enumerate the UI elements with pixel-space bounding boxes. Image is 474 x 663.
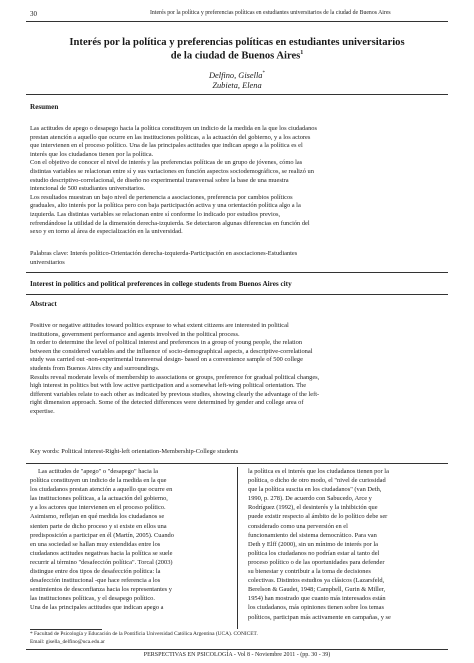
abstract-line: high interest in politics but with low active participation and a somewhat left-wing political orientation. The: [30, 382, 307, 390]
body-line: colectivas. Distintos estudios ya clásicos (Lazarsfeld,: [248, 577, 385, 585]
resumen-line: sexo y en torno al área de especialización en la universidad.: [30, 228, 183, 236]
body-right-column: [248, 467, 444, 622]
body-line: y a los actores que intervienen en el proceso político.: [30, 504, 166, 512]
title-line-2: de la ciudad de Buenos Aires: [170, 50, 301, 62]
body-line: Deth y Elff (2000), sin un mínimo de interés por la: [248, 540, 378, 548]
resumen-line: graduales, alto interés por la política pero con baja participación activa y una orientación política algo a la: [30, 202, 301, 210]
body-line: políticos, participan más activamente en campañas, y se: [248, 613, 391, 621]
resumen-line: Las actitudes de apego o desapego hacia la política constituyen un indicio de la medida en la que los ciudadanos: [30, 125, 317, 132]
resumen-line: estudio descriptivo-correlacional, de diseño no experimental transversal sobre la base de una muestra: [30, 176, 289, 184]
body-line: las instituciones políticas, y el desapego político.: [30, 595, 155, 603]
body-line: Rodríguez (1992), el desinterés y la inhibición que: [248, 504, 378, 512]
body-line: ciudadanos actitudes negativas hacia la política se suele: [30, 549, 173, 557]
running-title: Interés por la política y preferencias políticas en estudiantes universitarios de la ciudad de Buenos Aires: [150, 10, 391, 16]
key-words-label: Key words:: [30, 448, 60, 455]
abstract-line: students from Buenos Aires city and surroundings.: [30, 364, 160, 372]
abstract-line: expertise.: [30, 407, 55, 415]
footnote-email: Email: gisella_delfino@uca.edu.ar: [30, 639, 105, 645]
body-line: los ciudadanos prestan atención a aquello que ocurre en: [30, 486, 173, 494]
body-line: en una sociedad se hallan muy extendidas entre los: [30, 540, 161, 548]
body-line: considerado como una perversión en el: [248, 522, 348, 530]
key-words-text: Political interest-Right-left orientation-Membership-College students: [61, 448, 239, 455]
abstract-line: different variables relate to each other as indicated by previous studies, showing clearly the advantage of the left-: [30, 390, 320, 398]
body-line: sienten parte de dicho proceso y si existe en ellos una: [30, 522, 167, 530]
authors: [40, 69, 434, 91]
body-line: puede existir respecto al ámbito de lo político debe ser: [248, 513, 388, 521]
footnote-rule: [30, 629, 102, 630]
author-2: Zubieta, Elena: [212, 80, 262, 90]
resumen-line: Los resultados muestran un bajo nivel de pertenencia a asociaciones, preferencia por cambios políticos: [30, 193, 293, 201]
body-line: distingue entre dos tipos de desafección política: la: [30, 568, 161, 576]
abstract-line: Results reveal moderate levels of membership to associations or groups, preference for gradual political changes,: [30, 373, 320, 381]
abstract-heading: Abstract: [30, 300, 57, 308]
body-line: 1990, p. 278). De acuerdo con Sabucedo, Arce y: [248, 495, 372, 503]
page-number: 30: [30, 10, 37, 18]
abstract-line: between the considered variables and the influence of socio-demographical aspects, a descriptive-correlational: [30, 347, 313, 355]
abstract-line: right dimension approach. Some of the detected differences were determined by gender and college area of: [30, 399, 304, 407]
body-line: proceso político o de las oportunidades para defender: [248, 558, 385, 566]
body-line: las instituciones políticas, a la actuación del gobierno,: [30, 495, 168, 503]
section-rule: [26, 272, 448, 273]
abstract-line: study was carried out -non-experimental transversal design- based on a convenience sample of 500 college: [30, 356, 303, 364]
resumen-line: Con el objetivo de conocer el nivel de interés y las preferencias políticas de un grupo de jóvenes, cómo las: [30, 159, 303, 167]
author-1-marker: *: [262, 71, 265, 76]
title-footnote-marker: 1: [300, 50, 304, 56]
abstract-line: In order to determine the level of political interest and preferences in a group of young people, the relation: [30, 339, 303, 347]
body-line: su bienestar y contribuir a la toma de decisiones: [248, 568, 371, 576]
resumen-line: que intervienen en el proceso político. Una de las principales actitudes que indican apego a la política es el: [30, 142, 303, 150]
body-line: política, o dicho de otro modo, el "nivel de curiosidad: [248, 477, 386, 485]
palabras-clave: [30, 250, 445, 267]
resumen-line: refrendándose la utilidad de la dimensión derecha-izquierda. Se detectaron algunas diferencias en función del: [30, 219, 310, 227]
section-rule: [26, 94, 448, 95]
title-line-1: Interés por la política y preferencias políticas en estudiantes universitarios: [69, 37, 405, 48]
header-rule: [26, 21, 448, 22]
section-rule: [26, 294, 448, 295]
resumen-line: izquierda. Las distintas variables se relacionan entre sí conforme lo indicado por estudios previos,: [30, 210, 281, 218]
body-line: que la política suscita en los ciudadanos" (van Deth,: [248, 486, 382, 494]
resumen-heading: Resumen: [30, 103, 59, 111]
resumen-line: prestan atención a aquello que ocurre en las instituciones políticas, a la actuación del gobierno, y a los actores: [30, 133, 311, 141]
footer-rule: [26, 649, 448, 650]
resumen-line: intencional de 500 estudiantes universitarios.: [30, 185, 146, 193]
body-line: desafección institucional -que hace referencia a los: [30, 577, 161, 585]
body-line: 1954) han mostrado que cuanto más interesados están: [248, 595, 386, 603]
palabras-clave-label: Palabras clave:: [30, 250, 69, 257]
english-title: Interest in politics and political preferences in college students from Buenos Aires city: [30, 280, 292, 288]
key-words: [30, 448, 445, 457]
author-1: Delfino, Gisella: [208, 70, 263, 80]
palabras-clave-text: Interés político-Orientación derecha-izquierda-Participación en asociaciones-Estudiantes: [70, 250, 298, 257]
resumen-line: distintas variables se relacionan entre sí y sus variaciones en función aspectos sociodemográficos, se realizó un: [30, 167, 314, 175]
column-divider: [237, 467, 238, 629]
body-left-column: [30, 467, 230, 613]
article-title: [40, 37, 434, 62]
body-line: Una de las principales actitudes que indican apego a: [30, 604, 164, 612]
footnote-affiliation: * Facultad de Psicología y Educación de la Pontificia Universidad Católica Argentina (UCA). CONICET.: [30, 631, 258, 637]
abstract-line: institutions, government performance and agents involved in the political process.: [30, 330, 240, 338]
section-rule: [26, 463, 448, 464]
body-line: recurrir al término "desafección política". Torcal (2003): [30, 558, 173, 566]
body-line: los ciudadanos, más opiniones tienen sobre los temas: [248, 604, 384, 612]
journal-footer: PERSPECTIVAS EN PSICOLOGÍA - Vol 8 - Noviembre 2011 - (pp. 30 - 39): [143, 652, 331, 658]
palabras-clave-text-cont: universitarios: [30, 258, 65, 266]
abstract-body: [30, 322, 445, 417]
body-line: predisposición a participar en él (Martín, 2005). Cuando: [30, 531, 174, 539]
body-line: sentimientos de desconfianza hacia los representantes y: [30, 586, 172, 594]
body-line: Las actitudes de "apego" o "desapego" hacia la: [38, 468, 158, 475]
body-line: funcionamiento del sistema democrático. Para van: [248, 531, 377, 539]
body-line: la política es el interés que los ciudadanos tienen por la: [248, 468, 389, 475]
body-line: política los ciudadanos no podrían estar al tanto del: [248, 549, 380, 557]
body-line: política constituyen un indicio de la medida en la que: [30, 477, 167, 485]
resumen-line: interés que los ciudadanos tienen por la política.: [30, 150, 154, 158]
resumen-body: [30, 125, 445, 237]
body-line: Asimismo, reflejan en qué medida los ciudadanos se: [30, 513, 165, 521]
abstract-line: Positive or negative attitudes toward politics exprase to what extent citizens are interested in political: [30, 322, 289, 329]
body-line: Berelson & Gaudet, 1948; Campbell, Gurin & Miller,: [248, 586, 386, 594]
